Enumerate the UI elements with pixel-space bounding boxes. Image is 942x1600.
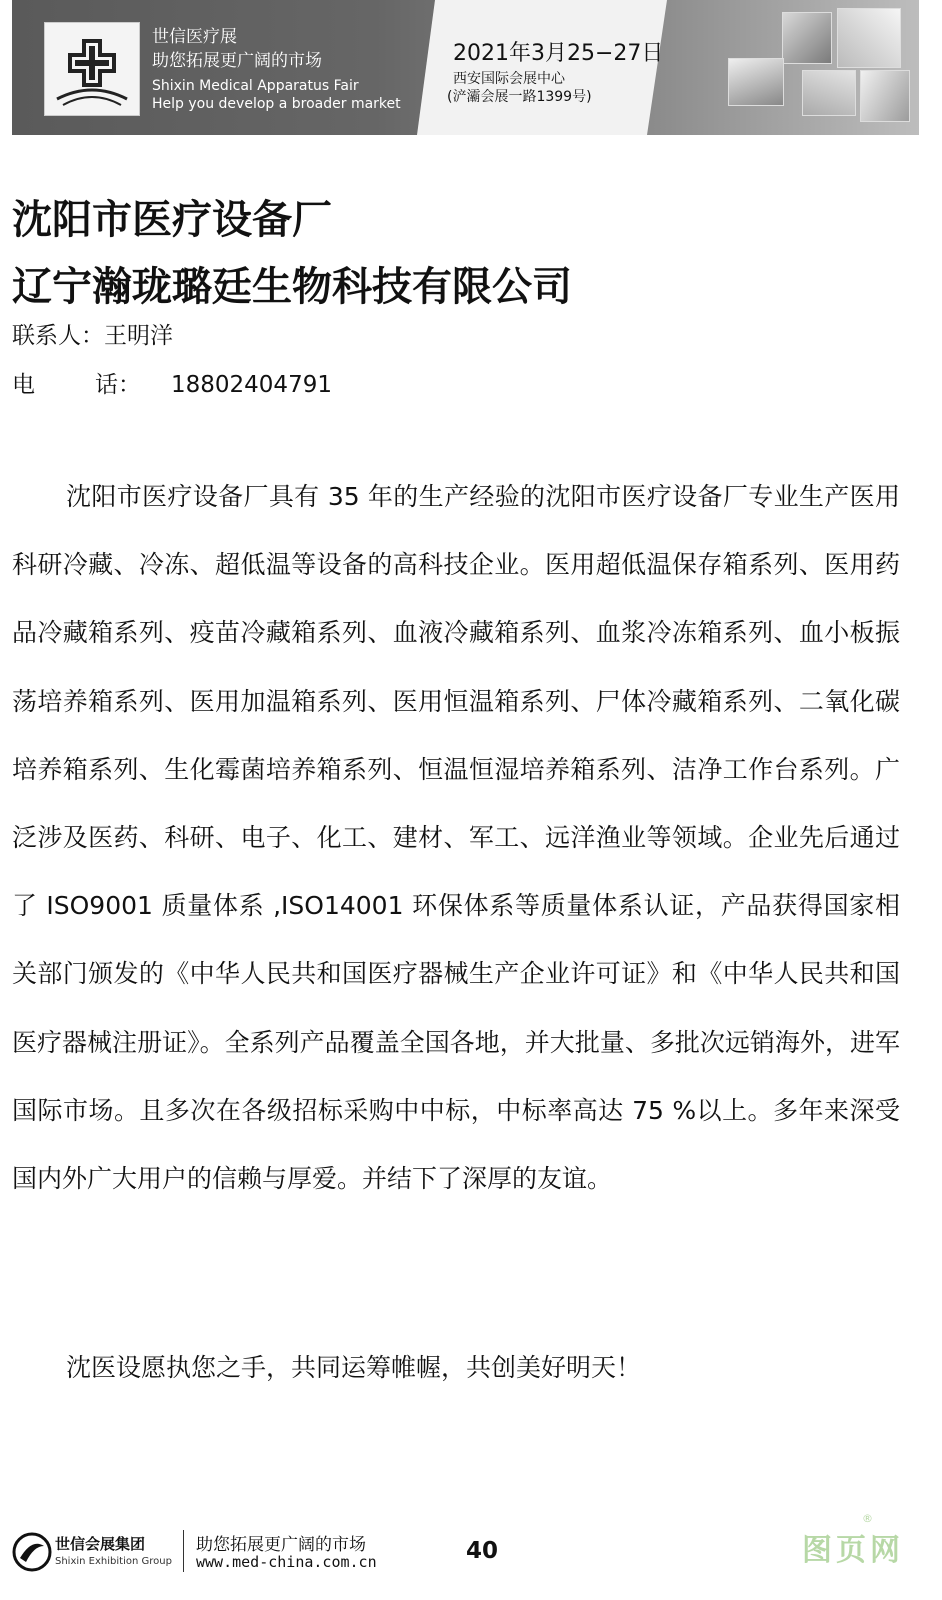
footer-divider bbox=[183, 1530, 184, 1572]
company-name-secondary: 辽宁瀚珑璐廷生物科技有限公司 bbox=[12, 264, 572, 310]
equipment-photo bbox=[837, 8, 901, 68]
contact-line bbox=[12, 317, 173, 350]
medical-cross-logo-icon bbox=[45, 23, 139, 115]
contact-name: 王明洋 bbox=[104, 323, 173, 349]
watermark: 图页网 bbox=[802, 1533, 904, 1568]
phone-number: 18802404791 bbox=[171, 372, 332, 398]
phone-label-b: 话： bbox=[95, 372, 141, 398]
fair-address: (浐灞会展一路1399号) bbox=[447, 89, 592, 105]
footer-slogan: 助您拓展更广阔的市场 bbox=[196, 1535, 366, 1555]
closing-line: 沈医设愿执您之手，共同运筹帷幄，共创美好明天！ bbox=[66, 1353, 642, 1382]
equipment-photo bbox=[802, 70, 856, 116]
fair-title: 世信医疗展 bbox=[152, 27, 237, 47]
fair-date: 2021年3月25−27日 bbox=[453, 41, 664, 66]
equipment-photo bbox=[782, 12, 832, 64]
contact-label: 联系人： bbox=[12, 323, 104, 349]
company-description: 沈阳市医疗设备厂具有 35 年的生产经验的沈阳市医疗设备厂专业生产医用科研冷藏、冷冻、超低温等设备的高科技企业。医用超低温保存箱系列、医用药品冷藏箱系列、疫苗冷藏箱系列、血液冷藏箱系列、血浆冷冻箱系列、血小板振荡培养箱系列、医用加温箱系列、医用恒温箱系列、尸体冷藏箱系列、二氧化碳培养箱系列、生化霉菌培养箱系列、恒温恒湿培养箱系列、洁净工作台系列。广泛涉及医药、科研、电子、化工、建材、军工、远洋渔业等领域。企业先后通过了 ISO9001 质量体系 ,ISO14001 环保体系等质量体系认证，产品获得国家相关部门颁发的《中华人民共和国医疗器械生产企业许可证》和《中华人民共和国医疗器械注册证》。全系列产品覆盖全国各地，并大批量、多批次远销海外，进军国际市场。且多次在各级招标采购中中标，中标率高达 75 %以上。多年来深受国内外广大用户的信赖与厚爱。并结下了深厚的友谊。 bbox=[12, 482, 900, 1194]
group-name-en: Shixin Exhibition Group bbox=[55, 1556, 172, 1567]
phone-label-a: 电 bbox=[12, 372, 35, 398]
page-number: 40 bbox=[466, 1538, 499, 1564]
group-name: 世信会展集团 bbox=[55, 1535, 146, 1553]
equipment-photo bbox=[728, 58, 784, 106]
footer-url-link[interactable]: www.med-china.com.cn bbox=[196, 1553, 377, 1571]
fair-banner bbox=[12, 0, 919, 135]
company-name-primary: 沈阳市医疗设备厂 bbox=[12, 197, 332, 243]
date-panel bbox=[417, 0, 682, 135]
registered-mark: ® bbox=[862, 1512, 873, 1525]
fair-slogan: 助您拓展更广阔的市场 bbox=[152, 51, 322, 71]
equipment-photo bbox=[860, 70, 910, 122]
fair-venue: 西安国际会展中心 bbox=[453, 71, 565, 87]
group-logo-icon bbox=[12, 1532, 52, 1572]
fair-slogan-en: Help you develop a broader market bbox=[152, 96, 401, 112]
fair-logo bbox=[44, 22, 140, 116]
fair-title-en: Shixin Medical Apparatus Fair bbox=[152, 78, 359, 94]
phone-line bbox=[12, 366, 332, 399]
